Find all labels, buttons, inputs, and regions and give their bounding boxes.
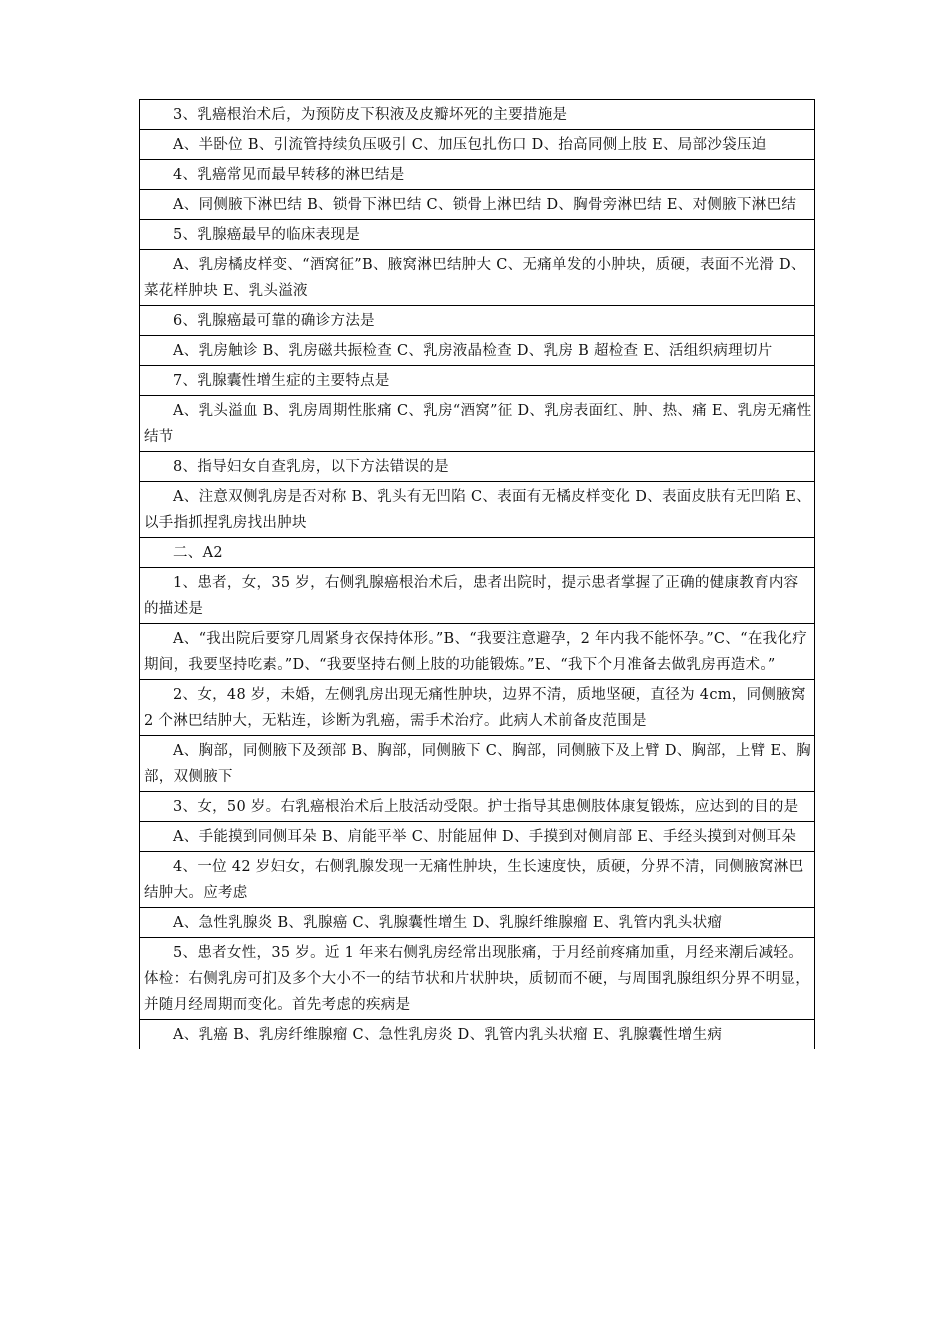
answer-options: A、乳房橘皮样变、“酒窝征”B、腋窝淋巴结肿大 C、无痛单发的小肿块，质硬，表面不光滑 D、菜花样肿块 E、乳头溢液 xyxy=(140,250,814,306)
answer-options: A、乳癌 B、乳房纤维腺瘤 C、急性乳房炎 D、乳管内乳头状瘤 E、乳腺囊性增生病 xyxy=(173,1027,723,1043)
answer-options: A、乳头溢血 B、乳房周期性胀痛 C、乳房“酒窝”征 D、乳房表面红、肿、热、痛 E、乳房无痛性结节 xyxy=(140,396,814,452)
question-text: 2、女，48 岁，未婚，左侧乳房出现无痛性肿块，边界不清，质地坚硬，直径为 4cm，同侧腋窝 2 个淋巴结肿大，无粘连，诊断为乳癌，需手术治疗。此病人术前备皮范围是 xyxy=(140,680,814,736)
answer-options: A、“我出院后要穿几周紧身衣保持体形。”B、“我要注意避孕，2 年内我不能怀孕。”C、“在我化疗期间，我要坚持吃素。”D、“我要坚持右侧上肢的功能锻炼。”E、“我下个月准备去做乳房再造术。” xyxy=(140,624,814,680)
question-text: 3、乳癌根治术后，为预防皮下积液及皮瓣坏死的主要措施是 xyxy=(140,100,814,130)
answer-options: A、急性乳腺炎 B、乳腺癌 C、乳腺囊性增生 D、乳腺纤维腺瘤 E、乳管内乳头状瘤 xyxy=(140,908,814,938)
question-text: 6、乳腺癌最可靠的确诊方法是 xyxy=(140,306,814,336)
question-table xyxy=(139,99,815,1049)
question-text: 5、患者女性，35 岁。近 1 年来右侧乳房经常出现胀痛，于月经前疼痛加重，月经来潮后减轻。体检：右侧乳房可扪及多个大小不一的结节状和片状肿块，质韧而不硬，与周围乳腺组织分界不明显，并随月经周期而变化。首先考虑的疾病是 xyxy=(140,938,814,1020)
question-text: 5、乳腺癌最早的临床表现是 xyxy=(140,220,814,250)
answer-options: A、乳房触诊 B、乳房磁共振检查 C、乳房液晶检查 D、乳房 B 超检查 E、活组织病理切片 xyxy=(140,336,814,366)
question-text: 7、乳腺囊性增生症的主要特点是 xyxy=(140,366,814,396)
question-text: 3、女，50 岁。右乳癌根治术后上肢活动受限。护士指导其患侧肢体康复锻炼，应达到的目的是 xyxy=(140,792,814,822)
question-text: 1、患者，女，35 岁，右侧乳腺癌根治术后，患者出院时，提示患者掌握了正确的健康教育内容的描述是 xyxy=(140,568,814,624)
question-text: 4、乳癌常见而最早转移的淋巴结是 xyxy=(140,160,814,190)
question-text: 4、一位 42 岁妇女，右侧乳腺发现一无痛性肿块，生长速度快，质硬，分界不清，同侧腋窝淋巴结肿大。应考虑 xyxy=(140,852,814,908)
answer-options: A、半卧位 B、引流管持续负压吸引 C、加压包扎伤口 D、抬高同侧上肢 E、局部沙袋压迫 xyxy=(140,130,814,160)
answer-options: A、同侧腋下淋巴结 B、锁骨下淋巴结 C、锁骨上淋巴结 D、胸骨旁淋巴结 E、对侧腋下淋巴结 xyxy=(140,190,814,220)
section-heading: 二、A2 xyxy=(140,538,814,568)
answer-options: A、手能摸到同侧耳朵 B、肩能平举 C、肘能屈伸 D、手摸到对侧肩部 E、手经头摸到对侧耳朵 xyxy=(140,822,814,852)
question-text: 8、指导妇女自查乳房，以下方法错误的是 xyxy=(140,452,814,482)
answer-options: A、注意双侧乳房是否对称 B、乳头有无凹陷 C、表面有无橘皮样变化 D、表面皮肤有无凹陷 E、以手指抓捏乳房找出肿块 xyxy=(140,482,814,538)
answer-options: A、胸部，同侧腋下及颈部 B、胸部，同侧腋下 C、胸部，同侧腋下及上臂 D、胸部，上臂 E、胸部，双侧腋下 xyxy=(140,736,814,792)
